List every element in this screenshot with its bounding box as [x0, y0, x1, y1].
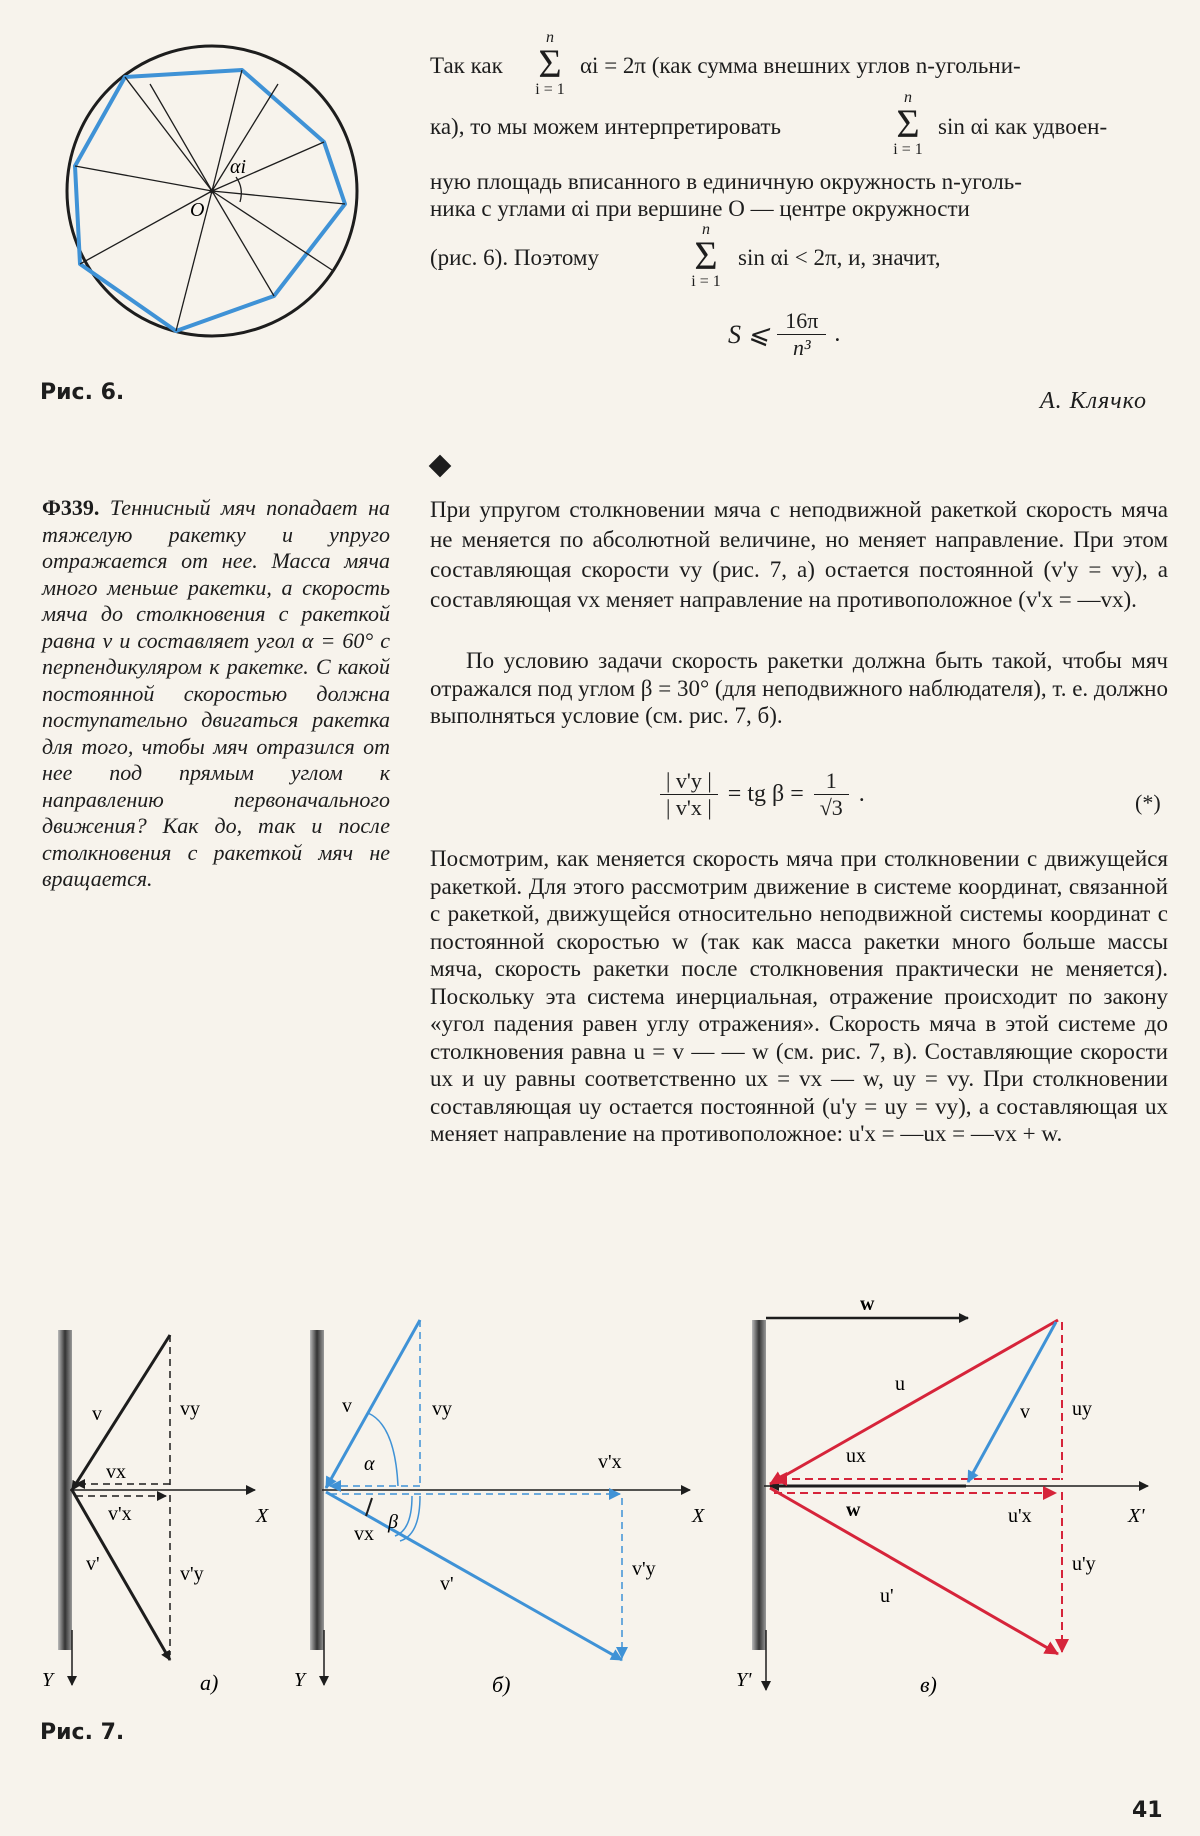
center-label: O: [190, 199, 205, 221]
label-vx-b: vx: [354, 1523, 374, 1545]
page-number: 41: [1132, 1798, 1163, 1823]
panel-a: [42, 1330, 269, 1695]
label-y-a: Y: [42, 1669, 54, 1691]
panel-label-b: б): [492, 1672, 511, 1697]
angle-label: αi: [230, 156, 247, 178]
racket-a: [58, 1330, 72, 1650]
solution-paragraph-1: При упругом столкновении мяча с неподвижной ракеткой скорость мяча не меняется по абсолютной величине, но меняет направление. При этом составляющая скорости vy (рис. 7, а) остается постоянной (v'y = vy), а составляющая vx меняет направление на противоположное (v'x = —vx).: [430, 497, 1168, 612]
sum-symbol-1: n Σ i = 1: [535, 29, 565, 98]
label-vprime-a: v': [86, 1553, 100, 1575]
racket-c: [752, 1320, 766, 1650]
label-vxprime-b: v'x: [598, 1451, 622, 1473]
label-v-c: v: [1020, 1401, 1030, 1423]
label-uyprime-c: u'y: [1072, 1553, 1096, 1575]
condition-equation: $\frac{| v'y |}{| v'x |}$ = tg β = $\frac{1}{√3}$ .: [660, 768, 865, 821]
figure-6: [30, 40, 390, 400]
top-line-2b: sin αi как удвоен-: [938, 114, 1108, 139]
figure-6-caption: Рис. 6.: [40, 380, 125, 405]
label-vy-b: vy: [432, 1398, 452, 1420]
label-ux-c: ux: [846, 1445, 866, 1467]
label-y-b: Y: [294, 1669, 306, 1691]
figure-7-caption: Рис. 7.: [40, 1720, 125, 1745]
panel-label-c: в): [920, 1672, 937, 1697]
top-line-1: Так как: [430, 53, 503, 78]
label-uxprime-c: u'x: [1008, 1505, 1032, 1527]
label-vx-a: vx: [106, 1461, 126, 1483]
panel-c: [736, 1293, 1148, 1697]
racket-b: [310, 1330, 324, 1650]
label-vprime-b: v': [440, 1573, 454, 1595]
label-x-a: X: [256, 1505, 269, 1527]
author: А. Клячко: [1040, 388, 1147, 414]
label-vyprime-b: v'y: [632, 1558, 656, 1580]
alpha-arc: [368, 1413, 398, 1486]
equation-tag: (*): [1135, 790, 1161, 815]
problem-number: Ф339.: [42, 495, 100, 520]
label-vy-a: vy: [180, 1398, 200, 1420]
problem-statement: [42, 495, 390, 893]
vector-vprime-b: [326, 1492, 622, 1660]
top-line-5b: sin αi < 2π, и, значит,: [738, 245, 941, 270]
panel-label-a: а): [200, 1670, 219, 1695]
figure-7: [0, 1290, 1200, 1710]
radii: [75, 70, 345, 331]
label-alpha-b: α: [364, 1453, 375, 1475]
solution-paragraph-3: Посмотрим, как меняется скорость мяча при столкновении с движущейся ракеткой. Для этого рассмотрим движение в системе координат, связанной с ракеткой, движущейся относительно неподвижной системы координат с постоянной скоростью w (так как масса ракетки много больше массы мяча, скорость ракетки после столкновения практически не меняется). Поскольку эта система инерциальная, отражение происходит по закону «угол падения равен углу отражения». Скорость мяча в этой системе до столкновения равна u = v — — w (см. рис. 7, в). Составляющие скорости ux и uy равны соответственно ux = vx — w, uy = vy. При столкновении составляющая uy остается постоянной (u'y = uy = vy), а составляющая ux меняет направление на противоположное: u'x = —ux = —vx + w.: [430, 846, 1168, 1146]
area-inequality: S ⩽ 16π n³ .: [728, 308, 841, 360]
top-line-1b: αi = 2π (как сумма внешних углов n-угольни-: [580, 53, 1021, 78]
label-x-b: X: [692, 1505, 705, 1527]
label-v-a: v: [92, 1403, 102, 1425]
label-v-b: v: [342, 1395, 352, 1417]
label-vyprime-a: v'y: [180, 1563, 204, 1585]
center-point: [210, 189, 215, 194]
label-vxprime-a: v'x: [108, 1503, 132, 1525]
solution-paragraph-2: По условию задачи скорость ракетки должна быть такой, чтобы мяч отражался под углом β = 30° (для неподвижного наблюдателя), т. е. должно выполняться условие (см. рис. 7, б).: [430, 648, 1168, 728]
top-line-4: ника с углами αi при вершине O — центре окружности: [430, 196, 970, 221]
section-diamond: [429, 455, 452, 478]
label-beta-b: β: [388, 1511, 398, 1533]
label-uy-c: uy: [1072, 1398, 1092, 1420]
vx-tick-b: [366, 1498, 372, 1516]
top-line-5: (рис. 6). Поэтому: [430, 245, 599, 270]
top-line-2: ка), то мы можем интерпретировать: [430, 114, 781, 139]
vector-u-c: [770, 1320, 1058, 1484]
label-y-c: Y': [736, 1669, 752, 1691]
label-uprime-c: u': [880, 1585, 894, 1607]
sum-symbol-2: n Σ i = 1: [893, 89, 923, 158]
label-wbottom-c: w: [846, 1499, 861, 1521]
panel-b: [294, 1320, 705, 1697]
label-wtop-c: w: [860, 1293, 875, 1315]
problem-text: Теннисный мяч попадает на тяжелую ракетку и упруго отражается от нее. Масса мяча много меньше ракетки, а скорость мяча до столкновения с ракеткой равна v и составляет угол α = 60° с перпендикуляром к ракетке. С какой постоянной скоростью должна поступательно двигаться ракетка для того, чтобы мяч отразился от нее под прямым углом к направлению первоначального движения? Как до, так и после столкновения с ракеткой мяч не вращается.: [42, 495, 390, 891]
label-u-c: u: [895, 1373, 905, 1395]
top-line-3: ную площадь вписанного в единичную окружность n-уголь-: [430, 169, 1022, 194]
sum-symbol-3: n Σ i = 1: [691, 221, 721, 290]
label-x-c: X': [1128, 1505, 1145, 1527]
